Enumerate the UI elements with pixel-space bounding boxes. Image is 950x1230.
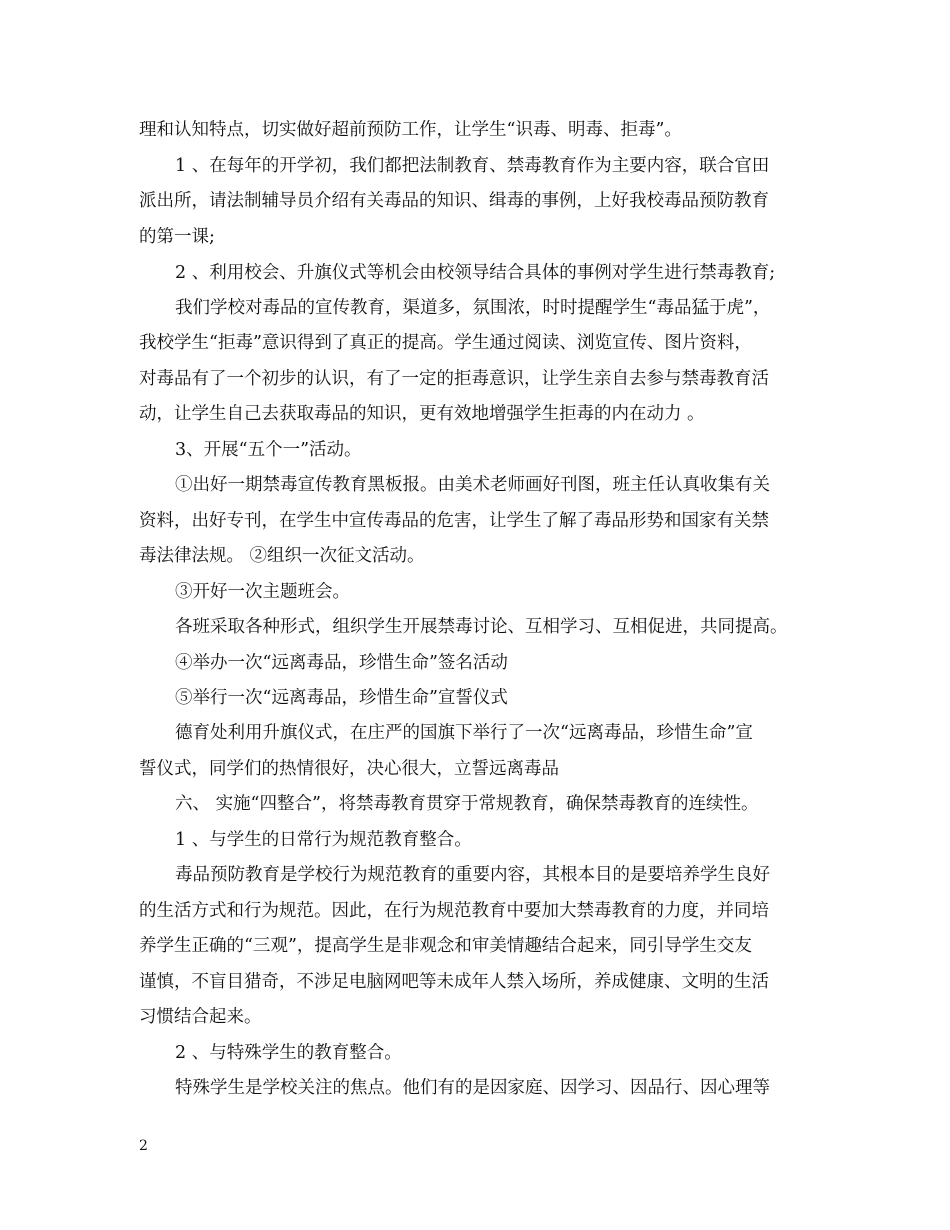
text-line: 毒法律法规。 ②组织一次征文活动。 — [139, 546, 425, 566]
text-line: 2 、利用校会、升旗仪式等机会由校领导结合具体的事例对学生进行禁毒教育; — [175, 263, 776, 283]
text-line: 的第一课; — [139, 227, 215, 247]
text-line: 2 、与特殊学生的教育整合。 — [175, 1043, 402, 1063]
text-line: 六、 实施“四整合”，将禁毒教育贯穿于常规教育，确保禁毒教育的连续性。 — [175, 794, 759, 814]
text-line: 资料，出好专刊，在学生中宣传毒品的危害，让学生了解了毒品形势和国家有关禁 — [139, 511, 769, 531]
text-line: 我们学校对毒品的宣传教育，渠道多，氛围浓，时时提醒学生“毒品猛于虎”， — [175, 298, 771, 318]
text-line: ③开好一次主题班会。 — [175, 582, 350, 602]
text-line: 1 、与学生的日常行为规范教育整合。 — [175, 830, 472, 850]
text-line: 的生活方式和行为规范。因此，在行为规范教育中要加大禁毒教育的力度，并同培 — [139, 901, 769, 921]
text-line: 动，让学生自己去获取毒品的知识，更有效地增强学生拒毒的内在动力 。 — [139, 404, 705, 424]
text-line: 对毒品有了一个初步的认识，有了一定的拒毒意识，让学生亲自去参与禁毒教育活 — [139, 369, 769, 389]
text-line: 派出所，请法制辅导员介绍有关毒品的知识、缉毒的事例，上好我校毒品预防教育 — [139, 191, 769, 211]
text-line: 养学生正确的“三观”，提高学生是非观念和审美情趣结合起来，同引导学生交友 — [139, 936, 752, 956]
text-line: 德育处利用升旗仪式，在庄严的国旗下举行了一次“远离毒品，珍惜生命”宣 — [175, 723, 753, 743]
text-line: ①出好一期禁毒宣传教育黑板报。由美术老师画好刊图，班主任认真收集有关 — [175, 475, 770, 495]
text-line: 谨慎，不盲目猎奇，不涉足电脑网吧等未成年人禁入场所，养成健康、文明的生活 — [139, 972, 769, 992]
text-line: 毒品预防教育是学校行为规范教育的重要内容，其根本目的是要培养学生良好 — [175, 865, 770, 885]
text-line: ④举办一次“远离毒品，珍惜生命”签名活动 — [175, 653, 508, 673]
text-line: 3、开展“五个一”活动。 — [175, 440, 362, 460]
text-line: 1 、在每年的开学初，我们都把法制教育、禁毒教育作为主要内容，联合官田 — [175, 156, 770, 176]
text-line: ⑤举行一次“远离毒品，珍惜生命”宣誓仪式 — [175, 688, 508, 708]
text-line: 理和认知特点，切实做好超前预防工作，让学生“识毒、明毒、拒毒”。 — [139, 120, 682, 140]
text-line: 誓仪式，同学们的热情很好，决心很大，立誓远离毒品 — [139, 759, 559, 779]
text-line: 特殊学生是学校关注的焦点。他们有的是因家庭、因学习、因品行、因心理等 — [175, 1078, 770, 1098]
text-line: 各班采取各种形式，组织学生开展禁毒讨论、互相学习、互相促进，共同提高。 — [175, 617, 788, 637]
text-line: 我校学生“拒毒”意识得到了真正的提高。学生通过阅读、浏览宣传、图片资料， — [139, 333, 752, 353]
text-line: 习惯结合起来。 — [139, 1007, 262, 1027]
page-number: 2 — [139, 1138, 148, 1154]
